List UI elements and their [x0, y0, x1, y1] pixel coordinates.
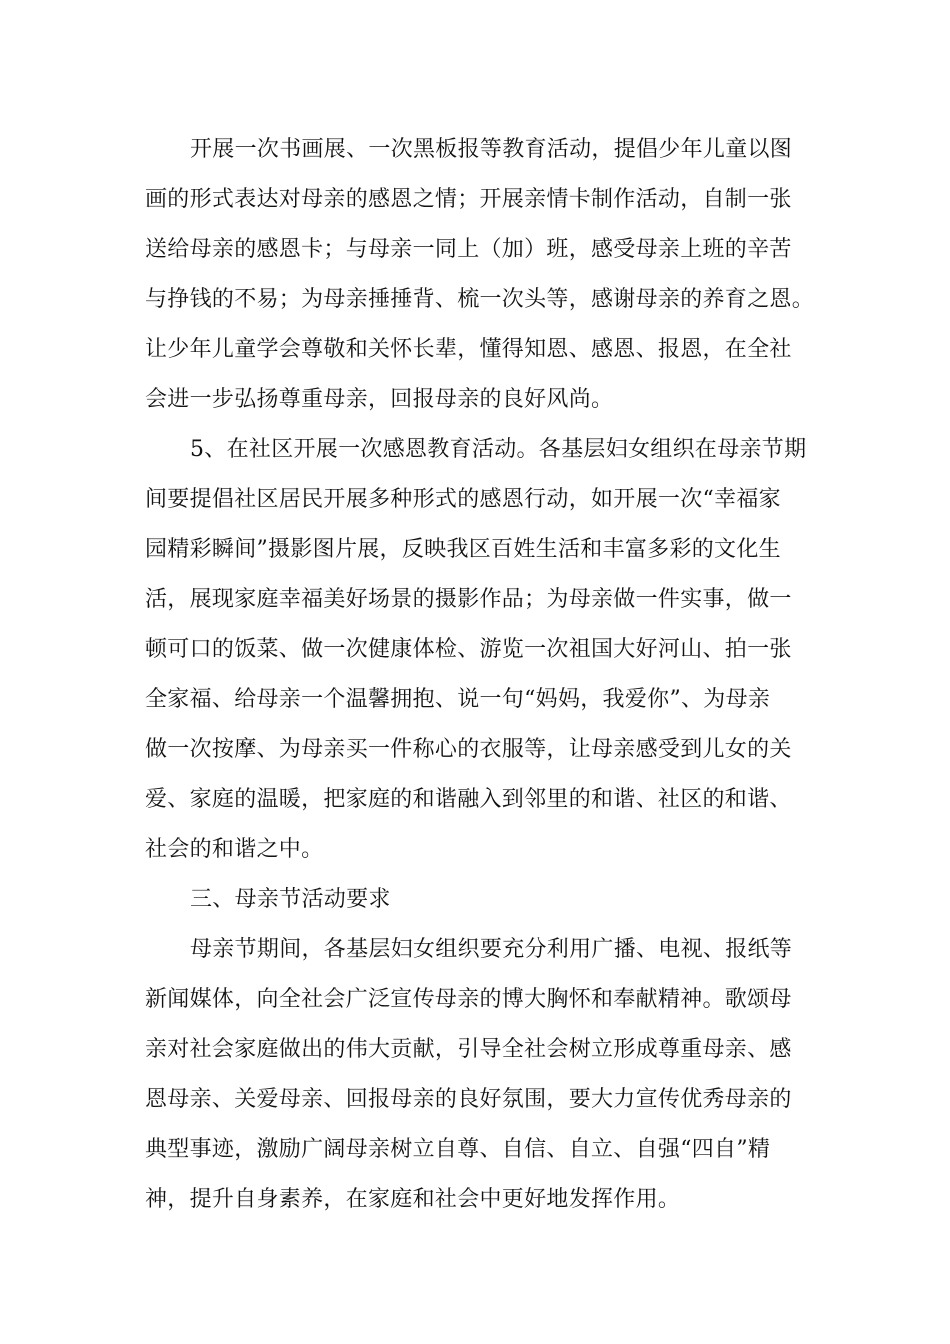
paragraph-line: 社会的和谐之中。 — [145, 837, 324, 862]
section-heading: 三、母亲节活动要求 — [190, 887, 391, 912]
paragraph-line: 开展一次书画展、一次黑板报等教育活动，提倡少年儿童以图 — [190, 137, 793, 162]
paragraph-line: 画的形式表达对母亲的感恩之情；开展亲情卡制作活动，自制一张 — [145, 187, 792, 212]
paragraph-line: 活，展现家庭幸福美好场景的摄影作品；为母亲做一件实事，做一 — [145, 587, 792, 612]
paragraph-line: 爱、家庭的温暖，把家庭的和谐融入到邻里的和谐、社区的和谐、 — [145, 787, 792, 812]
paragraph-line: 做一次按摩、为母亲买一件称心的衣服等，让母亲感受到儿女的关 — [145, 737, 792, 762]
paragraph-line: 让少年儿童学会尊敬和关怀长辈，懂得知恩、感恩、报恩，在全社 — [145, 337, 792, 362]
paragraph-line: 新闻媒体，向全社会广泛宣传母亲的博大胸怀和奉献精神。歌颂母 — [145, 987, 792, 1012]
paragraph-line: 顿可口的饭菜、做一次健康体检、游览一次祖国大好河山、拍一张 — [145, 637, 792, 662]
paragraph-line: 园精彩瞬间”摄影图片展，反映我区百姓生活和丰富多彩的文化生 — [145, 537, 781, 562]
paragraph-line: 亲对社会家庭做出的伟大贡献，引导全社会树立形成尊重母亲、感 — [145, 1037, 792, 1062]
paragraph-line: 5、在社区开展一次感恩教育活动。各基层妇女组织在母亲节期 — [190, 437, 807, 462]
paragraph-line: 神，提升自身素养，在家庭和社会中更好地发挥作用。 — [145, 1187, 681, 1212]
paragraph-line: 会进一步弘扬尊重母亲，回报母亲的良好风尚。 — [145, 387, 614, 412]
paragraph-line: 间要提倡社区居民开展多种形式的感恩行动，如开展一次“幸福家 — [145, 487, 781, 512]
paragraph-line: 与挣钱的不易；为母亲捶捶背、梳一次头等，感谢母亲的养育之恩。 — [145, 287, 815, 312]
paragraph-line: 恩母亲、关爱母亲、回报母亲的良好氛围，要大力宣传优秀母亲的 — [145, 1087, 792, 1112]
paragraph-line: 送给母亲的感恩卡；与母亲一同上（加）班，感受母亲上班的辛苦 — [145, 237, 792, 262]
paragraph-line: 母亲节期间，各基层妇女组织要充分利用广播、电视、报纸等 — [190, 937, 793, 962]
paragraph-line: 全家福、给母亲一个温馨拥抱、说一句“妈妈，我爱你”、为母亲 — [145, 687, 771, 712]
paragraph-line: 典型事迹，激励广阔母亲树立自尊、自信、自立、自强“四自”精 — [145, 1137, 771, 1162]
